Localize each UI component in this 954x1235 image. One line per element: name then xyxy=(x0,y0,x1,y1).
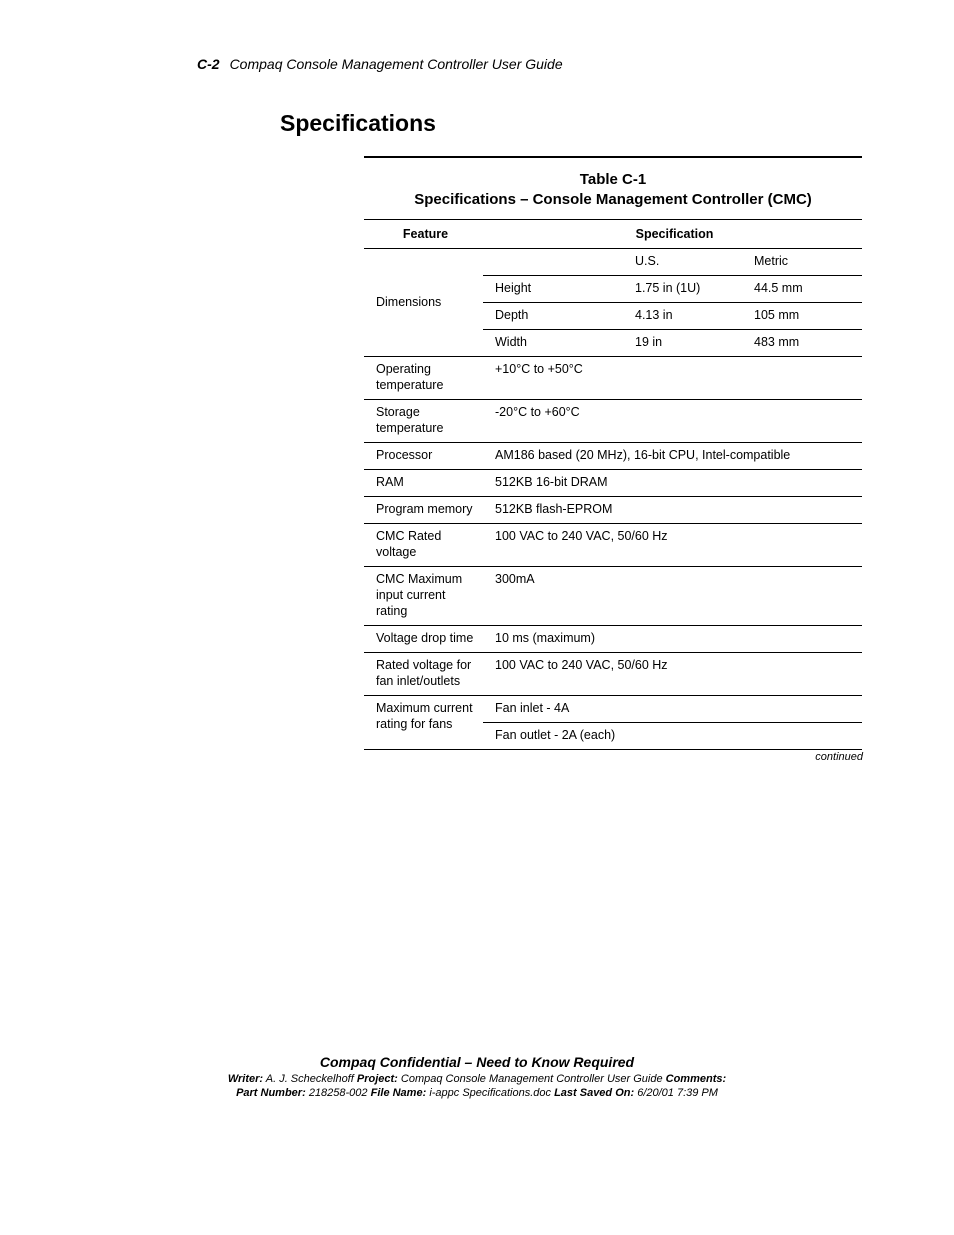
feature-cell: RAM xyxy=(364,470,483,497)
spec-cell: AM186 based (20 MHz), 16-bit CPU, Intel-compatible xyxy=(483,443,862,470)
section-title: Specifications xyxy=(280,110,436,136)
feature-cell: CMC Maximum input current rating xyxy=(364,567,483,626)
spec-cell: 512KB 16-bit DRAM xyxy=(483,470,862,497)
dim-unit-metric: Metric xyxy=(742,249,862,276)
dim-blank-cell xyxy=(483,249,623,276)
dim-name: Depth xyxy=(483,303,623,330)
table-row xyxy=(364,696,862,723)
writer-label: Writer: xyxy=(227,1073,264,1085)
table-row xyxy=(364,357,862,400)
dim-metric: 105 mm xyxy=(742,303,862,330)
spec-cell: +10°C to +50°C xyxy=(483,357,862,400)
dim-name: Width xyxy=(483,330,623,357)
table-row xyxy=(364,400,862,443)
file-name-value: i-appc Specifications.doc xyxy=(429,1087,551,1099)
table-row xyxy=(364,249,862,276)
feature-cell: Rated voltage for fan inlet/outlets xyxy=(364,653,483,696)
fans-feature-cell: Maximum current rating for fans xyxy=(364,696,483,750)
continued-note: continued xyxy=(815,751,863,763)
project-label: Project: xyxy=(356,1073,398,1085)
last-saved-value: 6/20/01 7:39 PM xyxy=(637,1087,718,1099)
feature-cell: CMC Rated voltage xyxy=(364,524,483,567)
table-row xyxy=(364,443,862,470)
spec-cell: 10 ms (maximum) xyxy=(483,626,862,653)
table-title: Specifications – Console Management Controller (CMC) xyxy=(414,191,812,208)
header-feature: Feature xyxy=(364,220,483,249)
feature-cell: Program memory xyxy=(364,497,483,524)
part-number-value: 218258-002 xyxy=(308,1087,368,1099)
header-specification: Specification xyxy=(483,220,862,249)
footer-meta-line-2 xyxy=(0,1087,954,1099)
dim-metric: 483 mm xyxy=(742,330,862,357)
spec-cell: 100 VAC to 240 VAC, 50/60 Hz xyxy=(483,653,862,696)
table-row xyxy=(364,470,862,497)
table-number: Table C-1 xyxy=(579,171,647,188)
spec-cell: 100 VAC to 240 VAC, 50/60 Hz xyxy=(483,524,862,567)
spec-table-container xyxy=(364,156,862,763)
dim-unit-us: U.S. xyxy=(623,249,742,276)
last-saved-label: Last Saved On: xyxy=(554,1087,635,1099)
dim-name: Height xyxy=(483,276,623,303)
table-header-row xyxy=(364,220,862,249)
table-caption xyxy=(364,158,862,219)
feature-cell: Storage temperature xyxy=(364,400,483,443)
feature-cell: Operating temperature xyxy=(364,357,483,400)
feature-cell: Processor xyxy=(364,443,483,470)
table-row xyxy=(364,524,862,567)
writer-value: A. J. Scheckelhoff xyxy=(265,1073,354,1085)
page-number: C-2 xyxy=(197,56,220,72)
dim-us: 19 in xyxy=(623,330,742,357)
spec-cell: -20°C to +60°C xyxy=(483,400,862,443)
table-row xyxy=(364,567,862,626)
dim-metric: 44.5 mm xyxy=(742,276,862,303)
project-value: Compaq Console Management Controller User Guide xyxy=(400,1073,663,1085)
spec-table xyxy=(364,220,862,750)
part-number-label: Part Number: xyxy=(236,1087,306,1099)
footer-meta-line-1 xyxy=(0,1073,954,1085)
file-name-label: File Name: xyxy=(370,1087,427,1099)
fan-outlet-cell: Fan outlet - 2A (each) xyxy=(483,723,862,750)
comments-label: Comments: xyxy=(665,1073,727,1085)
feature-cell: Voltage drop time xyxy=(364,626,483,653)
dim-us: 1.75 in (1U) xyxy=(623,276,742,303)
confidential-notice: Compaq Confidential – Need to Know Required xyxy=(319,1054,635,1070)
book-title: Compaq Console Management Controller User Guide xyxy=(229,56,563,72)
table-row xyxy=(364,497,862,524)
spec-cell: 512KB flash-EPROM xyxy=(483,497,862,524)
fan-inlet-cell: Fan inlet - 4A xyxy=(483,696,862,723)
dim-us: 4.13 in xyxy=(623,303,742,330)
dimensions-label: Dimensions xyxy=(364,249,483,357)
table-row xyxy=(364,653,862,696)
spec-cell: 300mA xyxy=(483,567,862,626)
running-header xyxy=(197,56,563,72)
table-row xyxy=(364,626,862,653)
